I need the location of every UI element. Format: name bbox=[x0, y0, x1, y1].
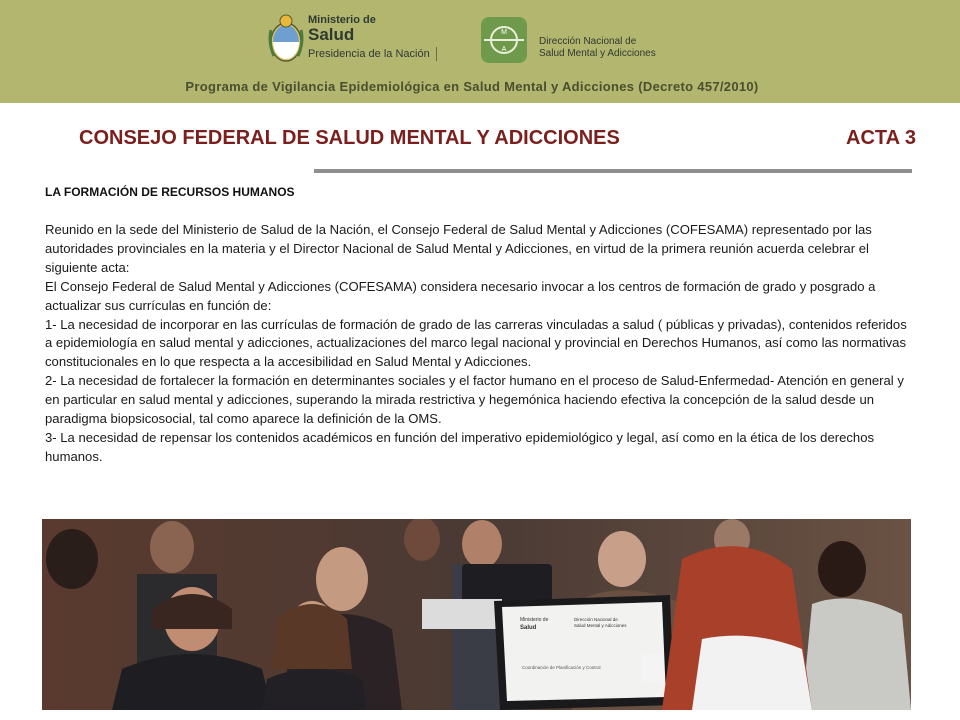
paragraph-item-1: 1- La necesidad de incorporar en las currículas de formación de grado de las carreras vinculadas a salud ( públicas y privadas), contenidos referidos a epidemiología en salud mental y adicciones, actualizaciones del marco legal nacional y provincial en Derechos Humanos, así como las normativas constitucionales en lo que respecta a la accesibilidad en Salud Mental y Adicciones. bbox=[45, 316, 907, 370]
logo-ministerio-line1: Ministerio de bbox=[308, 14, 376, 26]
laptop-line1: Ministerio de bbox=[520, 617, 549, 623]
laptop-caption: Coordinación de Planificación y Control bbox=[522, 665, 601, 670]
logo-ministerio-line2: Salud bbox=[308, 25, 355, 44]
mark-letter-a: A bbox=[501, 46, 507, 53]
paragraph-item-3: 3- La necesidad de repensar los contenidos académicos en función del imperativo epidemiológico y legal, así como en la ética de los derechos humanos. bbox=[45, 429, 875, 464]
meeting-photo-illustration bbox=[42, 519, 911, 710]
logo-direccion-line2: Salud Mental y Adicciones bbox=[539, 48, 656, 59]
logo-ministerio-line3: Presidencia de la Nación bbox=[308, 47, 437, 61]
acta-body bbox=[45, 221, 913, 467]
logo-direccion-line1: Dirección Nacional de bbox=[539, 36, 637, 47]
salud-mental-mark-icon bbox=[480, 16, 528, 64]
meeting-photo bbox=[42, 519, 911, 710]
laptop-line3: Dirección Nacional de bbox=[574, 617, 618, 622]
ministerio-logo bbox=[268, 12, 458, 68]
section-title: LA FORMACIÓN DE RECURSOS HUMANOS bbox=[45, 185, 295, 199]
page-title: CONSEJO FEDERAL DE SALUD MENTAL Y ADICCIONES bbox=[79, 127, 620, 149]
title-divider bbox=[314, 169, 912, 173]
mark-letter-m: M bbox=[501, 29, 507, 36]
paragraph-item-2: 2- La necesidad de fortalecer la formación en determinantes sociales y el factor humano en el proceso de Salud-Enfermedad- Atención en general y en particular en salud mental y adicciones, superando la mirada restrictiva y hegemónica haciendo efectiva la concepción de la salud desde un paradigma biopsicosocial, tal como aparece la definición de la OMS. bbox=[45, 373, 904, 427]
laptop bbox=[494, 595, 674, 710]
laptop-line4: Salud Mental y Adicciones bbox=[574, 623, 627, 628]
paragraph-intro: Reunido en la sede del Ministerio de Salud de la Nación, el Consejo Federal de Salud Mental y Adicciones (COFESAMA) representado por las autoridades provinciales en la materia y el Director Nacional de Salud Mental y Adicciones, en virtud de la primera reunión acuerda celebrar el siguiente acta: bbox=[45, 222, 872, 275]
direccion-logo bbox=[480, 16, 680, 68]
program-subtitle: Programa de Vigilancia Epidemiológica en Salud Mental y Adicciones (Decreto 457/2010) bbox=[185, 79, 759, 94]
acta-number: ACTA 3 bbox=[846, 127, 916, 149]
laptop-line2: Salud bbox=[520, 625, 537, 631]
header-banner bbox=[0, 0, 960, 103]
coat-of-arms-icon bbox=[268, 12, 304, 66]
paragraph-considera: El Consejo Federal de Salud Mental y Adicciones (COFESAMA) considera necesario invocar a los centros de formación de grado y posgrado a actualizar sus currículas en función de: bbox=[45, 278, 876, 313]
